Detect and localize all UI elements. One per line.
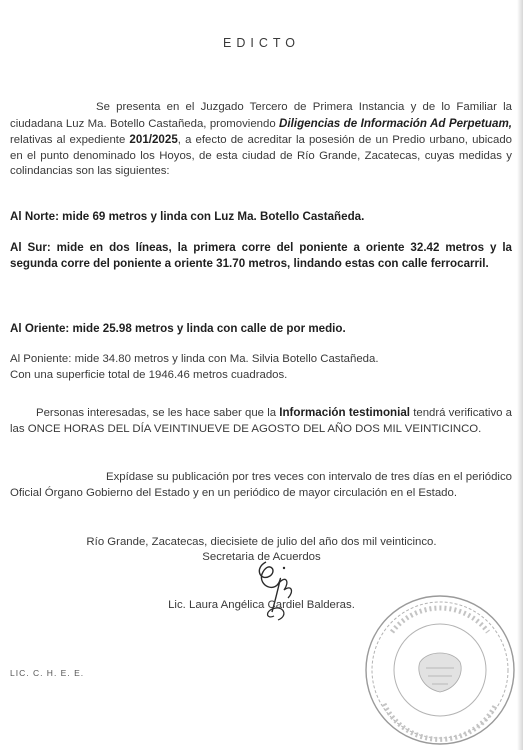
signer-name: Lic. Laura Angélica Cardiel Balderas. — [168, 599, 355, 611]
boundary-west: Al Poniente: mide 34.80 metros y linda con Ma. Silvia Botello Castañeda. — [10, 353, 379, 365]
intro-text-2: relativas al expediente — [10, 134, 130, 147]
intro-paragraph — [10, 100, 512, 180]
notice-text-1: Personas interesadas, se les hace saber que la — [36, 407, 280, 419]
surface-area: Con una superficie total de 1946.46 metros cuadrados. — [10, 369, 288, 381]
boundary-east: Al Oriente: mide 25.98 metros y linda con calle de por medio. — [10, 322, 346, 335]
court-seal — [362, 592, 518, 753]
intro-text-3: , a efecto de acreditar la posesión de un Predio urbano, ubicado en el punto denominado los Hoyos, de esta ciudad de Río Grande, Zacatecas, cuyas medidas y colindancias son las siguientes: — [10, 134, 513, 178]
notice-text-2: tendrá verificativo a las ONCE HORAS DEL DÍA VEINTINUEVE DE AGOSTO DEL AÑO DOS MIL VEINTICINCO. — [10, 407, 512, 435]
boundary-north: Al Norte: mide 69 metros y linda con Luz Ma. Botello Castañeda. — [10, 210, 365, 223]
boundary-south: Al Sur: mide en dos líneas, la primera corre del poniente a oriente 32.42 metros y la segunda corre del poniente a oriente 31.70 metros, lindando estas con calle ferrocarril. — [10, 241, 512, 270]
office-title: Secretaria de Acuerdos — [202, 551, 321, 563]
footer-initials: LIC. C. H. E. E. — [10, 668, 85, 678]
intro-text-1: Se presenta en el Juzgado Tercero de Primera Instancia y de lo Familiar la ciudadana Luz Ma. Botello Castañeda, promoviendo — [10, 101, 512, 130]
publication-paragraph: Expídase su publicación por tres veces con intervalo de tres días en el periódico Oficial Órgano Gobierno del Estado y en un periódico de mayor circulación en el Estado. — [10, 471, 512, 499]
handwritten-signature — [246, 554, 316, 629]
case-number: 201/2025 — [129, 133, 178, 147]
document-title: EDICTO — [223, 36, 300, 50]
place-date: Río Grande, Zacatecas, diecisiete de julio del año dos mil veinticinco. — [86, 536, 437, 548]
notice-testimonial: Información testimonial — [279, 406, 411, 419]
intro-procedure: Diligencias de Información Ad Perpetuam, — [279, 116, 512, 130]
notice-paragraph — [10, 405, 512, 437]
